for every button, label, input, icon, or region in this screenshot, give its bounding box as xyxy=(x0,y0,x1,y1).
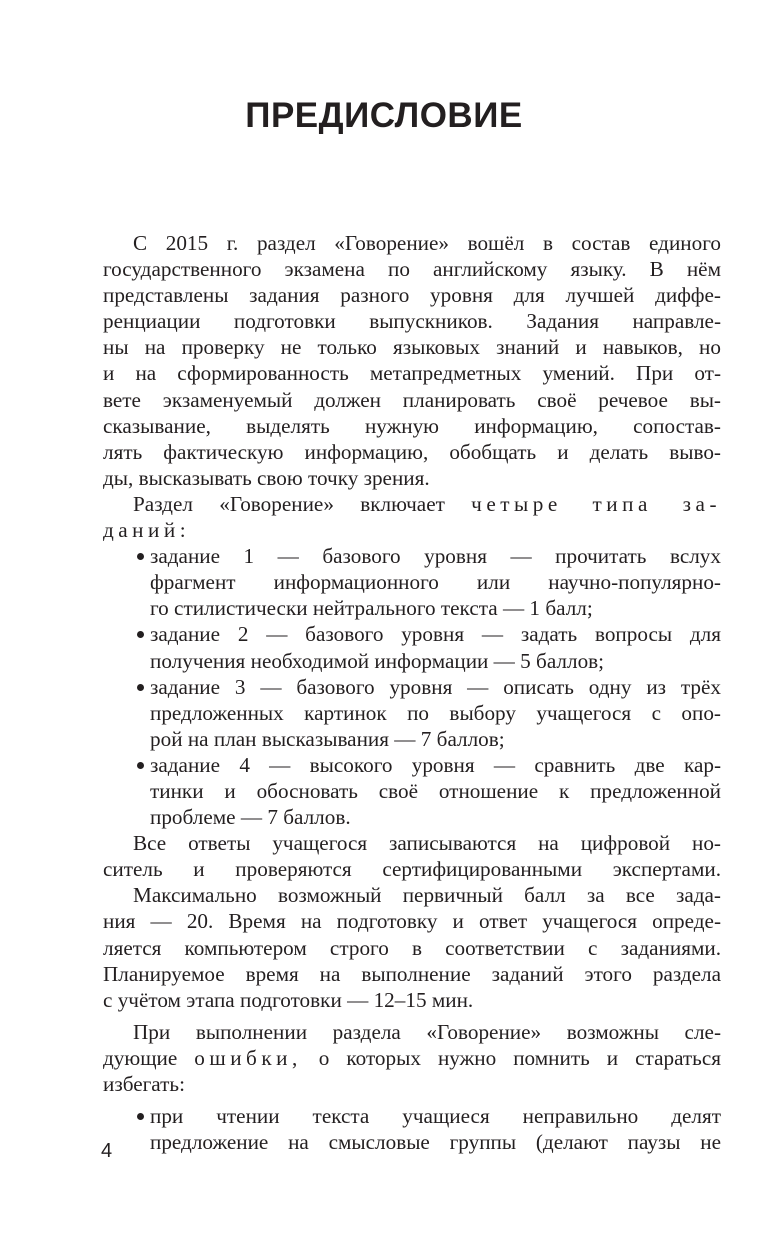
text-line: задание 3 — базового уровня — описать одну из трёх xyxy=(103,674,721,700)
list-item-task-4 xyxy=(103,752,721,830)
page-number: 4 xyxy=(101,1140,113,1162)
text-line: лять фактическую информацию, обобщать и делать выво- xyxy=(103,439,721,464)
text-line: ния — 20. Время на подготовку и ответ учащегося опреде- xyxy=(103,909,721,934)
text-line: задание 4 — высокого уровня — сравнить две кар- xyxy=(103,752,721,778)
emphasis-spaced: четыре типа за- xyxy=(471,491,721,516)
text-line: предложение на смысловые группы (делают паузы не xyxy=(150,1130,721,1155)
text-line: избегать: xyxy=(103,1072,185,1096)
text-line: задание 1 — базового уровня — прочитать вслух xyxy=(103,543,721,569)
text-line: вете экзаменуемый должен планировать своё речевое вы- xyxy=(103,387,721,412)
body-text xyxy=(103,230,721,1155)
text-line: ды, высказывать свою точку зрения. xyxy=(103,465,430,490)
text-line: С 2015 г. раздел «Говорение» вошёл в состав единого xyxy=(133,231,721,255)
error-list xyxy=(103,1103,721,1155)
page-title: ПРЕДИСЛОВИЕ xyxy=(245,96,523,135)
text-line: дующие ошибки, о которых нужно помнить и стараться xyxy=(103,1045,721,1070)
paragraph-task-types xyxy=(103,491,721,543)
list-item-task-2 xyxy=(103,621,721,673)
text-line: при чтении текста учащиеся неправильно делят xyxy=(103,1103,721,1129)
bullet-icon xyxy=(137,553,144,560)
text-line: го стилистически нейтрального текста — 1 балл; xyxy=(150,596,593,621)
text-line: ситель и проверяются сертифицированными экспертами. xyxy=(103,857,721,882)
text-line: сказывание, выделять нужную информацию, сопостав- xyxy=(103,413,721,438)
paragraph-recording xyxy=(103,830,721,882)
text-line: рой на план высказывания — 7 баллов; xyxy=(150,726,505,751)
text-line: ны на проверку не только языковых знаний и навыков, но xyxy=(103,335,721,360)
text-line: получения необходимой информации — 5 баллов; xyxy=(150,648,605,673)
text-line: Максимально возможный первичный балл за все зада- xyxy=(133,883,721,908)
list-item-task-1 xyxy=(103,543,721,621)
paragraph-errors xyxy=(103,1019,721,1097)
text-line: и на сформированность метапредметных умений. При от- xyxy=(103,361,721,386)
text-line: ляется компьютером строго в соответствии с заданиями. xyxy=(103,935,721,960)
bullet-icon xyxy=(137,631,144,638)
text-line: предложенных картинок по выбору учащегося с опо- xyxy=(150,700,721,725)
text-line: проблеме — 7 баллов. xyxy=(150,805,351,830)
text-line: задание 2 — базового уровня — задать вопросы для xyxy=(103,621,721,647)
bullet-icon xyxy=(137,684,144,691)
text-line: Раздел «Говорение» включает четыре типа за- xyxy=(133,491,721,516)
list-item-task-3 xyxy=(103,674,721,752)
paragraph-intro xyxy=(103,230,721,491)
text-line: даний: xyxy=(103,518,191,543)
text-line: фрагмент информационного или научно-популярно- xyxy=(150,570,721,595)
paragraph-max-score xyxy=(103,882,721,1012)
text-line: При выполнении раздела «Говорение» возможны сле- xyxy=(133,1019,721,1044)
list-item-error-1 xyxy=(103,1103,721,1155)
text-line: тинки и обосновать своё отношение к предложенной xyxy=(150,778,721,803)
bullet-icon xyxy=(137,1113,144,1120)
task-list xyxy=(103,543,721,830)
text-line: Все ответы учащегося записываются на цифровой но- xyxy=(133,831,721,856)
text-line: Планируемое время на выполнение заданий этого раздела xyxy=(103,961,721,986)
text-line: государственного экзамена по английскому языку. В нём xyxy=(103,257,721,282)
text-line: ренциации подготовки выпускников. Задания направле- xyxy=(103,309,721,334)
bullet-icon xyxy=(137,762,144,769)
emphasis-spaced: ошибки, xyxy=(194,1045,302,1070)
text-line: с учётом этапа подготовки — 12–15 мин. xyxy=(103,987,474,1012)
text-line: представлены задания разного уровня для лучшей диффе- xyxy=(103,283,721,308)
